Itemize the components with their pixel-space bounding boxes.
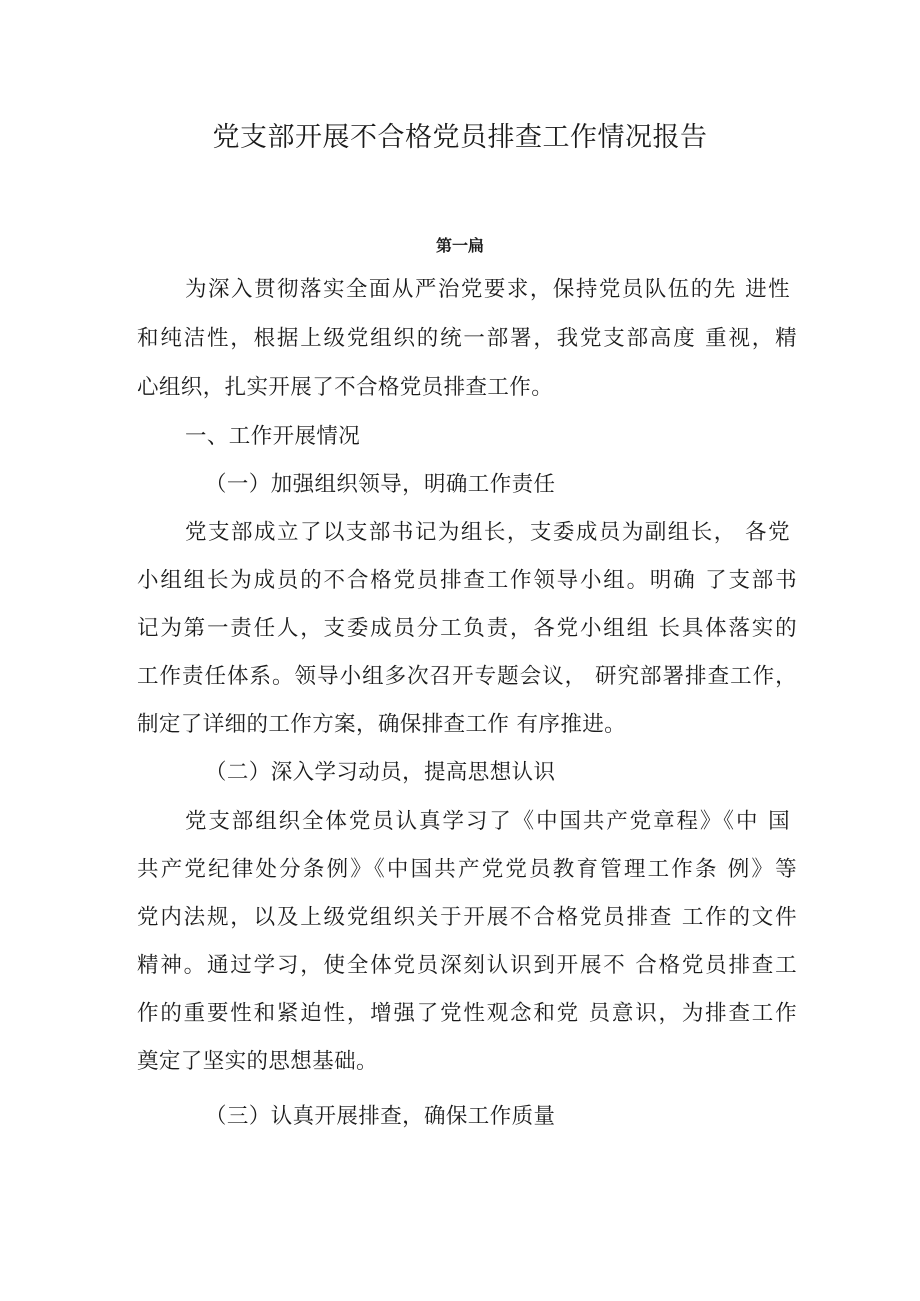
paragraph-line: 奠定了坚实的思想基础。 (137, 1049, 378, 1074)
paragraph-line: 作的重要性和紧迫性，增强了党性观念和党 员意识，为排查工作 (137, 1001, 797, 1026)
document-title: 党支部开展不合格党员排查工作情况报告 (212, 122, 708, 153)
paragraph-line: 为深入贯彻落实全面从严治党要求，保持党员队伍的先 进性 (185, 277, 790, 302)
paragraph-line: 工作责任体系。领导小组多次召开专题会议， 研究部署排查工作， (137, 664, 797, 689)
paragraph-line: 党支部组织全体党员认真学习了《中国共产党章程》《中 国 (185, 809, 790, 834)
section-heading: 一、工作开展情况 (185, 424, 361, 449)
paragraph-line: 小组组长为成员的不合格党员排查工作领导小组。明确 了支部书 (137, 568, 797, 593)
subsection-heading: （二）深入学习动员，提高思想认识 (205, 760, 556, 785)
paragraph-line: 心组织，扎实开展了不合格党员排查工作。 (137, 375, 554, 400)
paragraph-line: 党内法规，以及上级党组织关于开展不合格党员排查 工作的文件 (137, 905, 797, 930)
paragraph-line: 记为第一责任人，支委成员分工负责，各党小组组 长具体落实的 (137, 616, 797, 641)
document-subtitle: 第一扁 (435, 236, 484, 255)
paragraph-line: 共产党纪律处分条例》《中国共产党党员教育管理工作条 例》等 (137, 857, 797, 882)
paragraph-line: 制定了详细的工作方案，确保排查工作 有序推进。 (137, 712, 627, 737)
subsection-heading: （一）加强组织领导，明确工作责任 (205, 472, 556, 497)
paragraph-line: 党支部成立了以支部书记为组长，支委成员为副组长， 各党 (185, 520, 790, 545)
paragraph-line: 精神。通过学习，使全体党员深刻认识到开展不 合格党员排查工 (137, 953, 797, 978)
paragraph-line: 和纯洁性，根据上级党组织的统一部署，我党支部高度 重视，精 (137, 326, 797, 351)
subsection-heading: （三）认真开展排查，确保工作质量 (205, 1104, 556, 1129)
